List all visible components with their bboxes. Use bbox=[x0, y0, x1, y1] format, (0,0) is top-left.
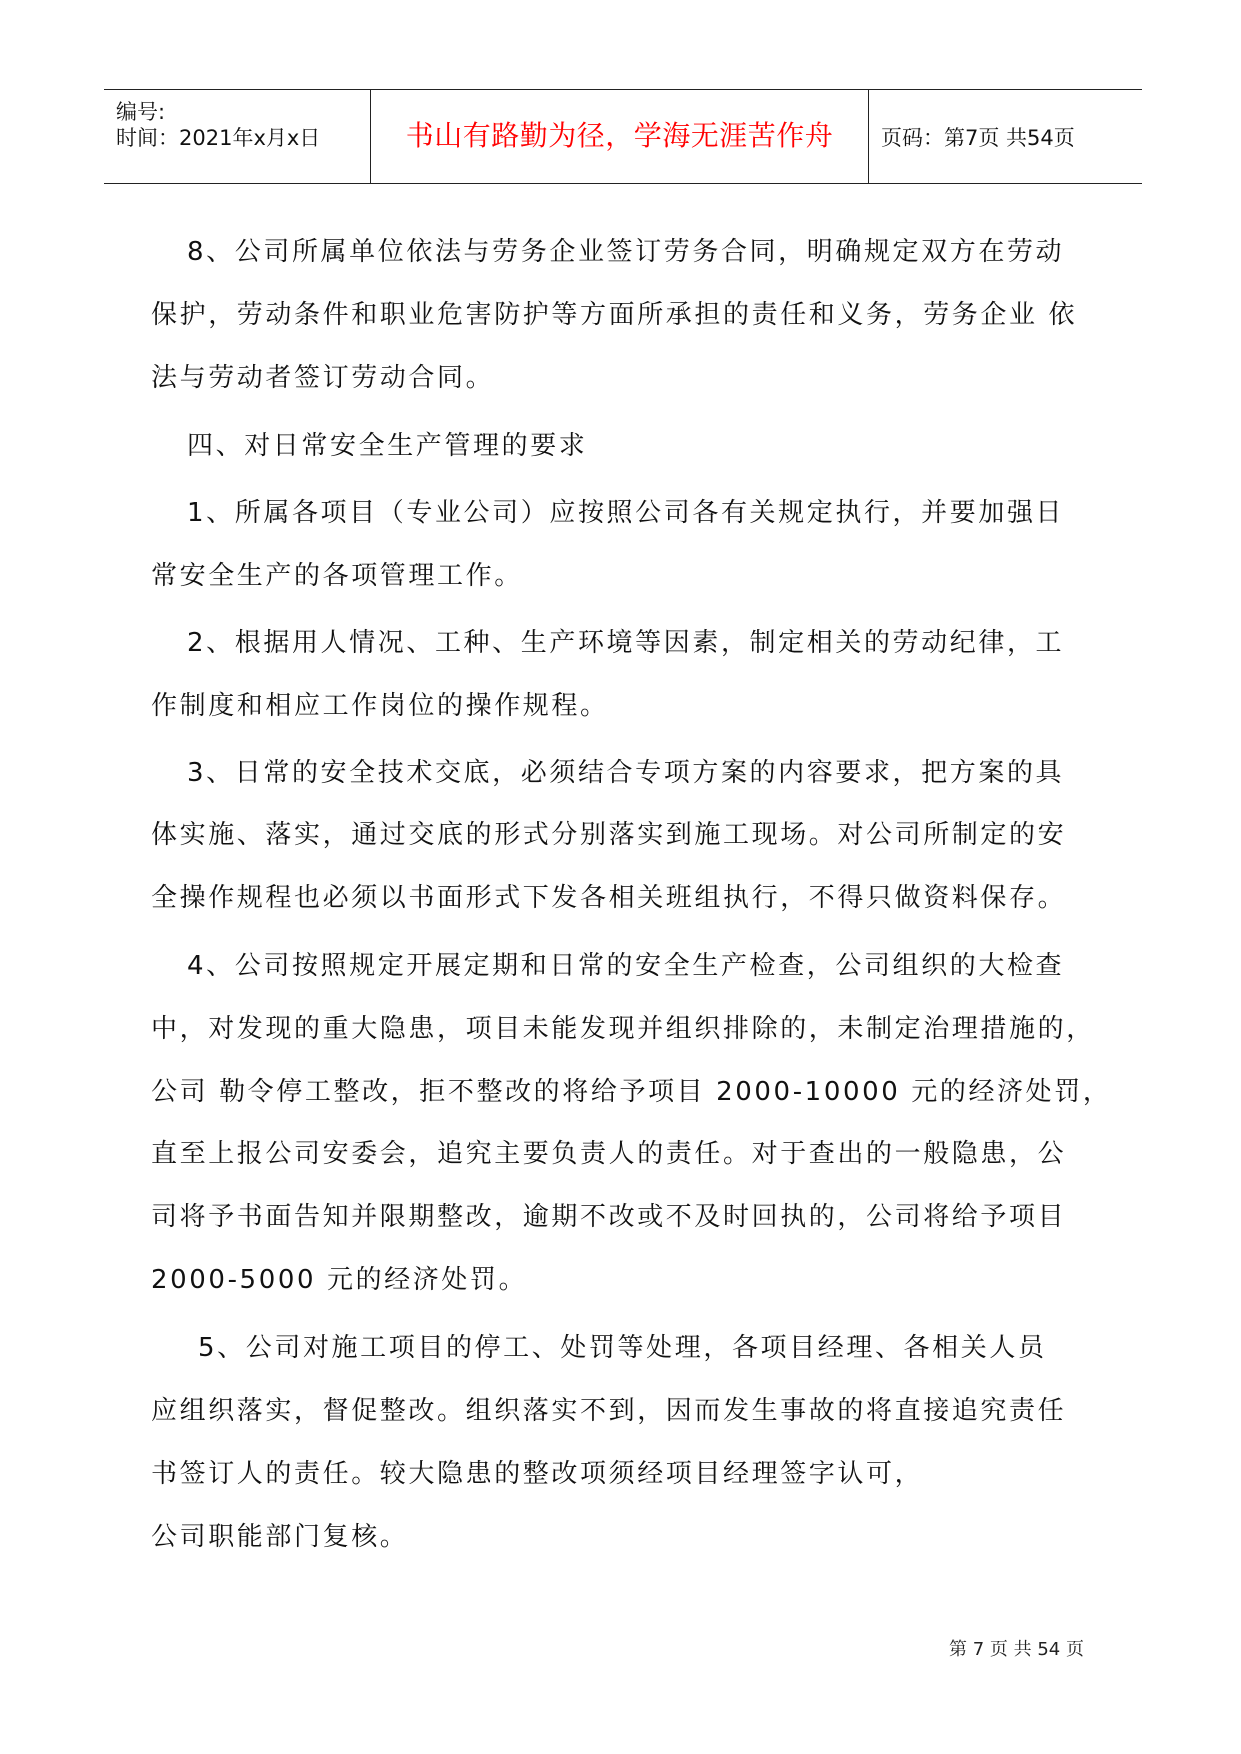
body-line: 全操作规程也必须以书面形式下发各相关班组执行，不得只做资料保存。 bbox=[151, 883, 1067, 913]
page-footer: 第 7 页 共 54 页 bbox=[949, 1639, 1084, 1660]
body-line: 直至上报公司安委会，追究主要负责人的责任。对于查出的一般隐患，公 bbox=[151, 1139, 1067, 1169]
time-label: 时间：2021年x月x日 bbox=[116, 126, 321, 150]
body-line: 公司 勒令停工整改，拒不整改的将给予项目 2000-10000 元的经济处罚， bbox=[151, 1077, 1112, 1107]
body-line: 作制度和相应工作岗位的操作规程。 bbox=[151, 691, 609, 721]
body-line: 2000-5000 元的经济处罚。 bbox=[151, 1265, 528, 1295]
body-line: 3、日常的安全技术交底，必须结合专项方案的内容要求，把方案的具 bbox=[187, 758, 1065, 788]
body-line: 公司职能部门复核。 bbox=[151, 1522, 409, 1552]
body-line: 1、所属各项目（专业公司）应按照公司各有关规定执行，并要加强日 bbox=[187, 498, 1065, 528]
body-line: 体实施、落实，通过交底的形式分别落实到施工现场。对公司所制定的安 bbox=[151, 820, 1067, 850]
page-code: 页码：第7页 共54页 bbox=[881, 126, 1075, 150]
body-line: 应组织落实，督促整改。组织落实不到，因而发生事故的将直接追究责任 bbox=[151, 1396, 1067, 1426]
body-line: 保护，劳动条件和职业危害防护等方面所承担的责任和义务，劳务企业 依 bbox=[151, 300, 1078, 330]
body-line: 8、公司所属单位依法与劳务企业签订劳务合同，明确规定双方在劳动 bbox=[187, 237, 1065, 267]
body-line: 4、公司按照规定开展定期和日常的安全生产检查，公司组织的大检查 bbox=[187, 951, 1065, 981]
body-line: 法与劳动者签订劳动合同。 bbox=[151, 363, 495, 393]
number-label: 编号: bbox=[116, 100, 166, 124]
section-heading: 四、对日常安全生产管理的要求 bbox=[187, 431, 588, 461]
body-line: 2、根据用人情况、工种、生产环境等因素，制定相关的劳动纪律，工 bbox=[187, 628, 1065, 658]
body-line: 5、公司对施工项目的停工、处罚等处理，各项目经理、各相关人员 bbox=[198, 1333, 1047, 1363]
body-line: 司将予书面告知并限期整改，逾期不改或不及时回执的，公司将给予项目 bbox=[151, 1202, 1067, 1232]
body-line: 书签订人的责任。较大隐患的整改项须经项目经理签字认可， bbox=[151, 1459, 924, 1489]
body-line: 中，对发现的重大隐患，项目未能发现并组织排除的，未制定治理措施的， bbox=[151, 1014, 1095, 1044]
body-line: 常安全生产的各项管理工作。 bbox=[151, 561, 523, 591]
motto-text: 书山有路勤为径，学海无涯苦作舟 bbox=[405, 119, 834, 152]
